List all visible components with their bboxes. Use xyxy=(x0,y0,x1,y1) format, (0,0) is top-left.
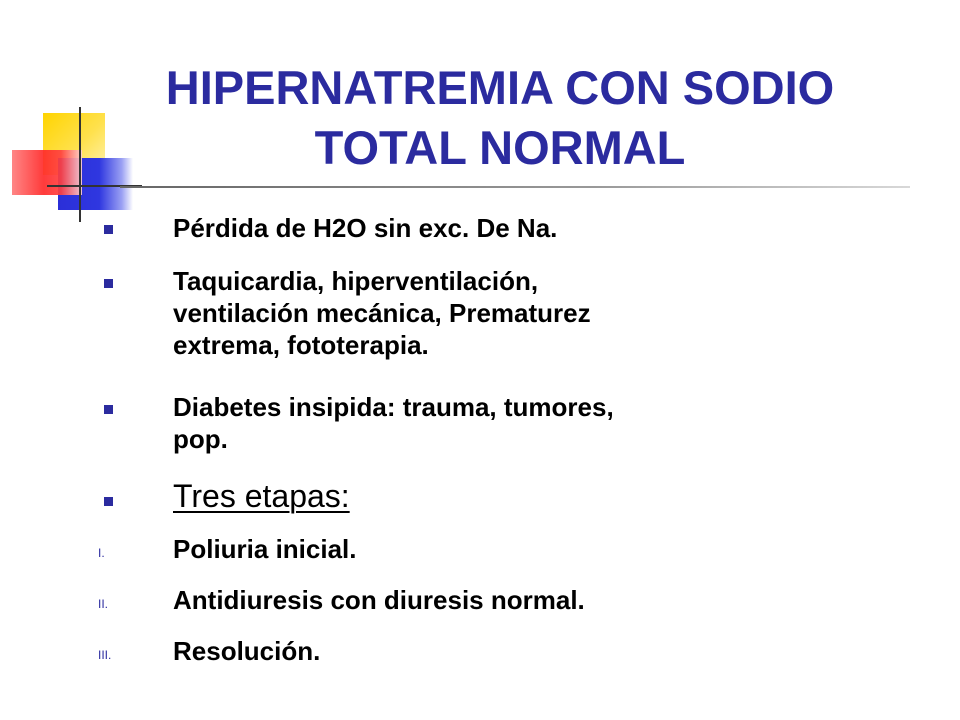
bullet-heading-text: Tres etapas: xyxy=(173,478,350,514)
bullet-square-icon xyxy=(104,225,113,234)
stage-text: Resolución. xyxy=(173,636,321,666)
bullet-text: Diabetes insipida: trauma, tumores, pop. xyxy=(173,392,614,454)
bullet-text: Pérdida de H2O sin exc. De Na. xyxy=(173,213,558,243)
slide-title-line-1: HIPERNATREMIA CON SODIO xyxy=(165,61,835,114)
slide-title-line-2: TOTAL NORMAL xyxy=(314,121,686,174)
roman-numeral-label: II. xyxy=(98,597,109,611)
bullet-square-icon xyxy=(104,497,113,506)
bullet-square-icon xyxy=(104,279,113,288)
stage-text: Poliuria inicial. xyxy=(173,534,357,564)
roman-numeral-label: I. xyxy=(98,546,105,560)
bullet-text: Taquicardia, hiperventilación, ventilación mecánica, Prematurez extrema, fototerapia. xyxy=(173,266,591,360)
roman-numeral-label: III. xyxy=(98,648,112,662)
stage-text: Antidiuresis con diuresis normal. xyxy=(173,585,585,615)
bullet-square-icon xyxy=(104,405,113,414)
